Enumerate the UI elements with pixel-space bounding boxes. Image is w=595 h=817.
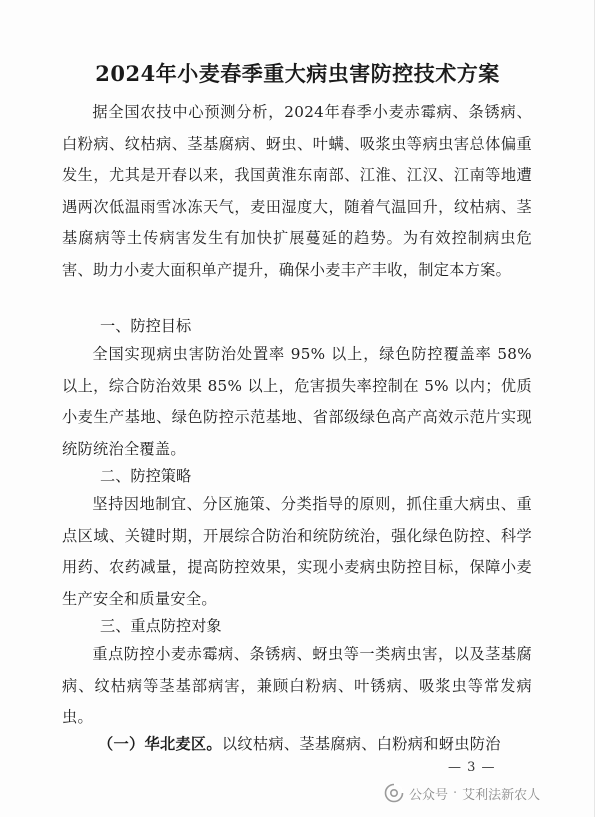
section-heading-strategy: 二、防控策略 — [100, 467, 192, 485]
intro-paragraph: 据全国农技中心预测分析，2024年春季小麦赤霉病、条锈病、白粉病、纹枯病、茎基腐病、蚜虫、叶螨、吸浆虫等病虫害总体偏重发生，尤其是开春以来，我国黄淮东南部、江淮、江汉、江南等地遭遇两次低温雨雪冰冻天气，麦田湿度大，随着气温回升，纹枯病、茎基腐病等土传病害发生有加快扩展蔓延的趋势。为有效控制病虫危害、助力小麦大面积单产提升，确保小麦丰产丰收，制定本方案。 — [62, 103, 532, 279]
page-number: — 3 — — [448, 760, 496, 775]
subsection-label: （一）华北麦区。 — [98, 735, 222, 753]
section-heading-targets: 一、防控目标 — [100, 317, 192, 335]
watermark-platform: 公众号 — [409, 787, 449, 803]
watermark-account: 艾利法新农人 — [462, 787, 541, 803]
section-body-targets: 全国实现病虫害防治处置率 95% 以上，绿色防控覆盖率 58% 以上，综合防治效果 85% 以上，危害损失率控制在 5% 以内；优质小麦生产基地、绿色防控示范基地、省部级绿色高产高效示范片实现统防统治全覆盖。 — [62, 345, 532, 458]
section-body-key-targets: 重点防控小麦赤霉病、条锈病、蚜虫等一类病虫害，以及茎基腐病、纹枯病等茎基部病害，兼顾白粉病、叶锈病、吸浆虫等常发病虫。 — [62, 645, 532, 727]
wechat-official-account-icon — [384, 783, 404, 803]
subsection-north-china — [98, 733, 538, 754]
document-title: 2024年小麦春季重大病虫害防控技术方案 — [95, 61, 500, 86]
section-heading-key-targets: 三、重点防控对象 — [100, 617, 222, 635]
watermark — [384, 782, 540, 804]
subsection-text: 以纹枯病、茎基腐病、白粉病和蚜虫防治 — [221, 735, 501, 753]
watermark-separator: · — [453, 785, 458, 801]
section-body-strategy: 坚持因地制宜、分区施策、分类指导的原则，抓住重大病虫、重点区域、关键时期，开展综合防治和统防统治，强化绿色防控、科学用药、农药减量，提高防控效果，实现小麦病虫防控目标，保障小麦生产安全和质量安全。 — [62, 495, 532, 608]
